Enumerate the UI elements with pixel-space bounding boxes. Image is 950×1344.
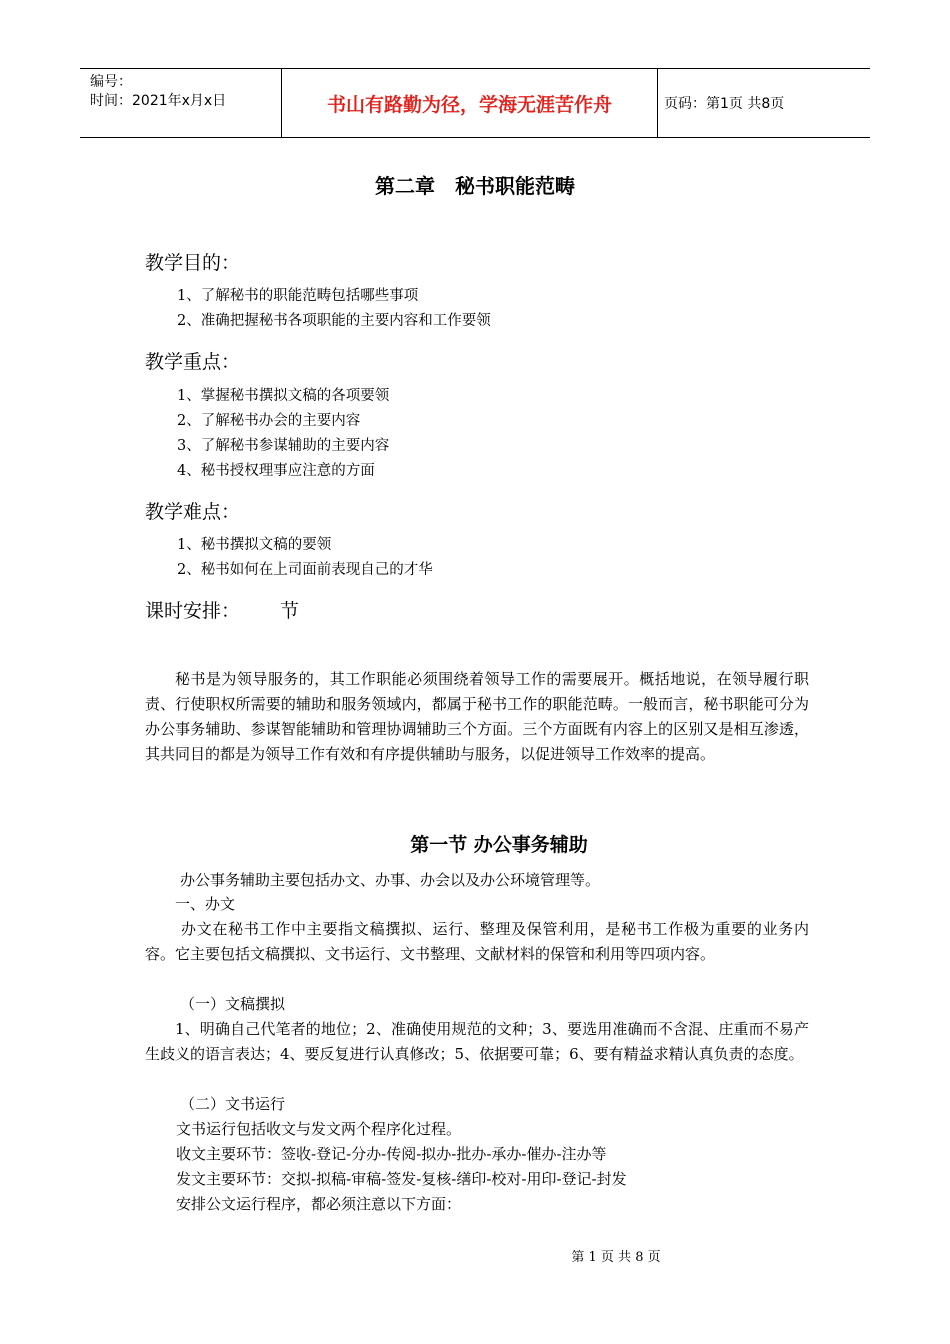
sub1-1-paragraph: 1、明确自己代笔者的地位；2、准确使用规范的文种；3、要选用准确而不含混、庄重而不易产生歧义的语言表达；4、要反复进行认真修改；5、依据要可靠；6、要有精益求精认真负责的态度。 [145,1020,809,1063]
intro-paragraph: 秘书是为领导服务的，其工作职能必须围绕着领导工作的需要展开。概括地说，在领导履行职责、行使职权所需要的辅助和服务领域内，都属于秘书工作的职能范畴。一般而言，秘书职能可分为办公事务辅助、参谋智能辅助和管理协调辅助三个方面。三个方面既有内容上的区别又是相互渗透，其共同目的都是为领导工作有效和有序提供辅助与服务，以促进领导工作效率的提高。 [145,670,809,763]
header-table [80,68,870,138]
difficulties-heading: 教学难点： [145,501,241,523]
objective-item: 2、准确把握秘书各项职能的主要内容和工作要领 [177,313,491,329]
sub1-2-intro: 文书运行包括收文与发文两个程序化过程。 [176,1120,462,1138]
key-point-item: 4、秘书授权理事应注意的方面 [177,463,375,479]
page-footer: 第 1 页 共 8 页 [571,1250,661,1265]
difficulty-item: 2、秘书如何在上司面前表现自己的才华 [177,562,433,578]
time-label: 时间：2021年x月x日 [90,93,227,109]
send-steps: 发文主要环节：交拟-拟稿-审稿-签发-复核-缮印-校对-用印-登记-封发 [176,1170,627,1188]
subheading-1: 一、办文 [175,895,236,913]
key-point-item: 2、了解秘书办会的主要内容 [177,413,361,429]
header-left-cell [80,69,282,137]
motto: 书山有路勤为径，学海无涯苦作舟 [282,69,658,137]
objective-item: 1、了解秘书的职能范畴包括哪些事项 [177,288,419,304]
number-label: 编号： [90,74,132,90]
sub1-paragraph: 办文在秘书工作中主要指文稿撰拟、运行、整理及保管利用，是秘书工作极为重要的业务内容。它主要包括文稿撰拟、文书运行、文书整理、文献材料的保管和利用等四项内容。 [145,920,809,963]
arrange-text: 安排公文运行程序，都必须注意以下方面： [176,1195,462,1213]
receive-steps: 收文主要环节：签收-登记-分办-传阅-拟办-批办-承办-催办-注办等 [176,1145,607,1163]
key-points-heading: 教学重点： [145,351,241,373]
section-summary: 办公事务辅助主要包括办文、办事、办会以及办公环境管理等。 [180,871,601,889]
objectives-heading: 教学目的： [145,252,241,274]
section-title: 第一节 办公事务辅助 [410,834,588,856]
hours-value: 节 [280,600,300,622]
subheading-1-2: （二）文书运行 [180,1095,286,1113]
page-info: 页码：第1页 共8页 [664,96,785,112]
hours-heading: 课时安排： [145,600,241,622]
subheading-1-1: （一）文稿撰拟 [180,995,286,1013]
difficulty-item: 1、秘书撰拟文稿的要领 [177,537,332,553]
key-point-item: 3、了解秘书参谋辅助的主要内容 [177,438,390,454]
key-point-item: 1、掌握秘书撰拟文稿的各项要领 [177,388,390,404]
chapter-title: 第二章 秘书职能范畴 [375,174,575,198]
